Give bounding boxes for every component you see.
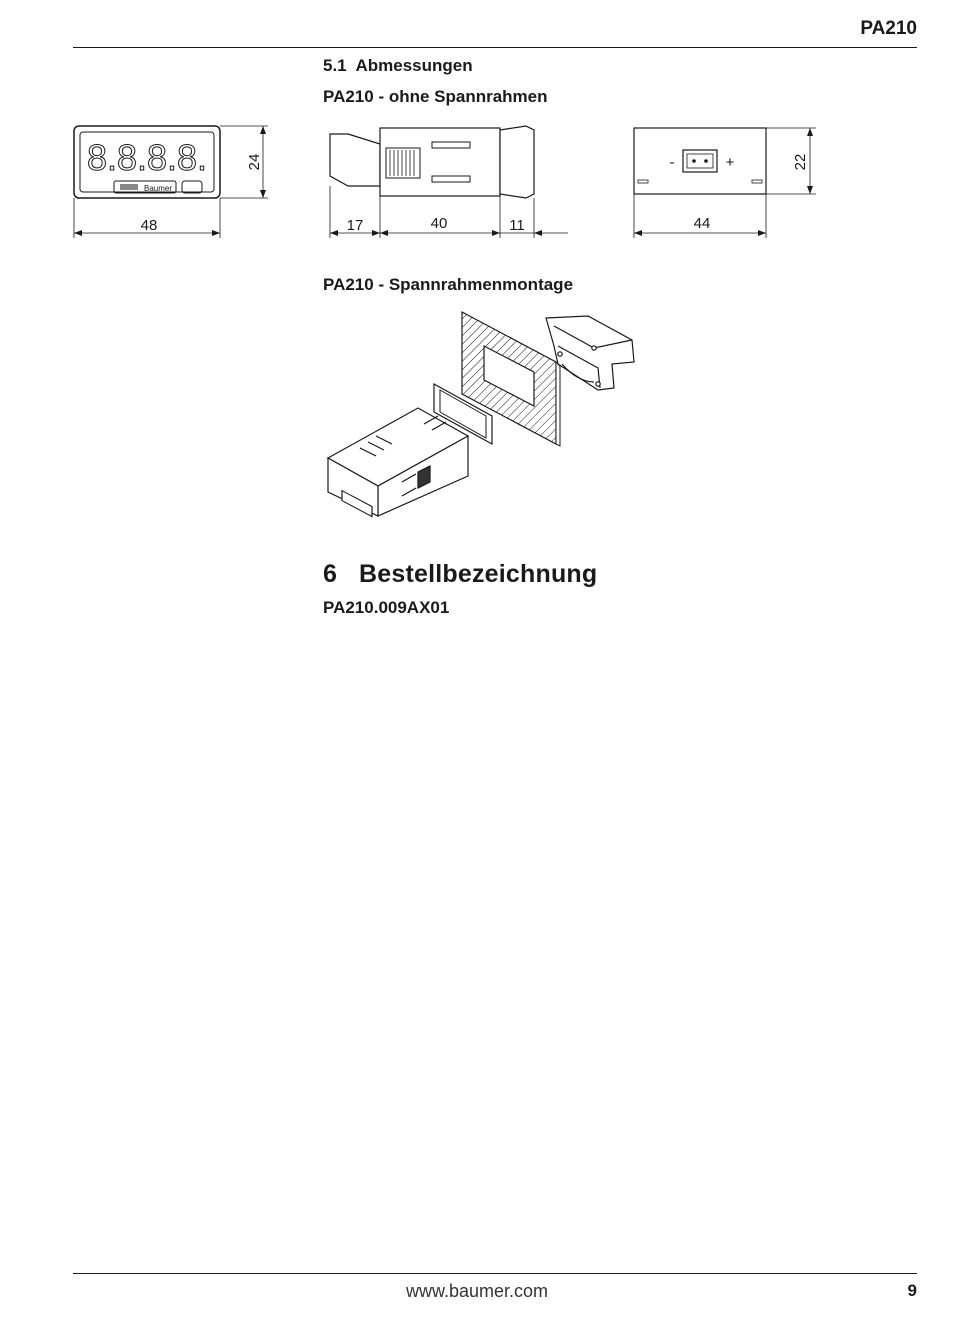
display-digits: 8.8.8.8. <box>86 137 208 178</box>
device-housing <box>328 408 468 517</box>
plus-label: + <box>725 154 735 171</box>
footer-url-link[interactable]: www.baumer.com <box>405 1281 549 1301</box>
side-dim-c-label: 11 <box>509 217 525 234</box>
order-code: PA210.009AX01 <box>323 598 450 617</box>
back-terminal <box>683 150 717 172</box>
header-title: PA210 <box>860 18 917 39</box>
subtitle-frame-mounting: PA210 - Spannrahmenmontage <box>323 275 574 294</box>
side-dim-b-label: 40 <box>430 215 448 232</box>
side-dim-a-label: 17 <box>346 217 364 234</box>
side-connector <box>330 134 380 186</box>
back-view-drawing <box>630 120 820 240</box>
back-width-label: 44 <box>693 215 711 232</box>
side-bezel <box>500 126 534 198</box>
header-rule <box>73 47 917 48</box>
section-heading <box>323 56 473 76</box>
mounting-exploded-drawing <box>322 306 652 524</box>
terminal-pin-icon <box>692 159 696 163</box>
section-title: Abmessungen <box>355 56 473 75</box>
section-number: 5.1 <box>323 56 347 75</box>
back-height-label: 22 <box>792 153 809 171</box>
chapter-heading <box>323 560 597 589</box>
chapter-title: Bestellbezeichnung <box>359 560 598 588</box>
minus-label: - <box>669 154 675 171</box>
subtitle-without-frame: PA210 - ohne Spannrahmen <box>323 87 548 106</box>
front-width-label: 48 <box>140 217 158 234</box>
front-height-label: 24 <box>246 153 263 171</box>
terminal-pin-icon <box>704 159 708 163</box>
brand-logo-icon <box>120 184 138 190</box>
chapter-number: 6 <box>323 560 338 588</box>
footer-rule <box>73 1273 917 1274</box>
front-view-drawing <box>70 120 280 240</box>
brand-label: Baumer <box>143 184 173 193</box>
side-view-drawing <box>322 120 572 240</box>
page-number: 9 <box>907 1281 917 1300</box>
